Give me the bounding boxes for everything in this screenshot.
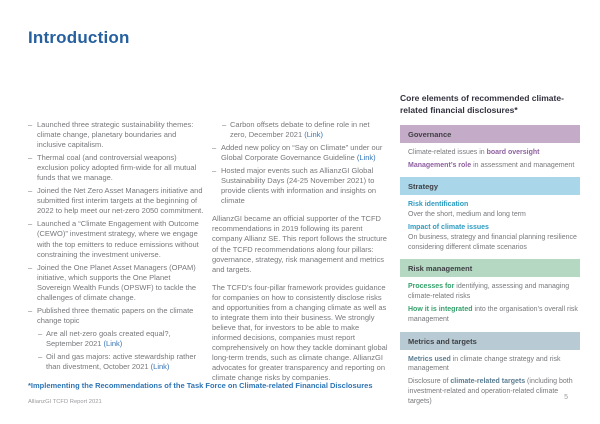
tcfd-footnote: *Implementing the Recommendations of the Task Force on Climate-related Financial Disclosures	[28, 381, 373, 390]
metrics-line: Disclosure of climate-related targets (including both investment-related and operation-related climate targets)	[408, 378, 573, 405]
bullet-text: Launched three strategic sustainability themes: climate change, planetary boundaries and inclusive capitalism.	[37, 120, 194, 150]
panel-title: Core elements of recommended climate-related financial disclosures*	[400, 93, 564, 115]
sub-list-item	[222, 120, 388, 140]
bullet-text: Are all net-zero goals created equal?, September 2021 (Link)	[46, 328, 171, 348]
bullet-text: Joined the Net Zero Asset Managers initiative and submitted first interim targets at the beginning of 2022 to help meet our net-zero 2050 commitment.	[37, 186, 204, 216]
bullet-text: Launched a “Climate Engagement with Outcome (CEWO)” investment strategy, where we engage with the top emitters to reduce emissions without constraining the investment universe.	[37, 219, 199, 259]
metrics-line: Metrics used in climate change strategy and risk management	[408, 355, 561, 373]
bullet-text: Carbon offsets debate to define role in net zero, December 2021 (Link)	[230, 120, 370, 140]
list-item	[28, 219, 204, 259]
section-header-governance: Governance	[400, 125, 580, 143]
bullet-text: Added new policy on “Say on Climate” under our Global Corporate Governance Guideline (Link)	[221, 143, 383, 163]
paper-link[interactable]: (Link)	[304, 130, 323, 140]
list-item	[28, 263, 204, 303]
list-item	[28, 186, 204, 216]
bullet-dash: –	[28, 219, 33, 229]
bullet-dash: –	[28, 186, 33, 196]
section-header-metrics-targets: Metrics and targets	[400, 332, 580, 350]
section-header-risk-management: Risk management	[400, 259, 580, 277]
list-item	[28, 306, 204, 326]
body-paragraph: AllianzGI became an official supporter of the TCFD recommendations in 2019 following its parent company Allianz SE. This report follows the structure of the TCFD recommendations along four pillars: governance, strategy, risk management and metrics and targets.	[212, 214, 387, 274]
bullet-dash: –	[28, 120, 33, 129]
middle-column	[212, 120, 388, 383]
body-paragraph: The TCFD’s four-pillar framework provides guidance for companies on how to consistently disclose risks and opportunities from a changing climate as well as to integrate them into their business. We strongly believe that, for investors to be able to make informed decisions, companies must report comprehensively on how they tackle dominant global long-term trends, such as climate change. AllianzGI advocates for greater transparency and reporting on climate change risks by companies.	[212, 282, 388, 383]
paper-link[interactable]: (Link)	[150, 362, 170, 372]
sub-list-item	[38, 329, 204, 349]
tcfd-core-elements-panel	[400, 93, 580, 410]
governance-line: Climate-related issues in board oversight	[408, 148, 540, 156]
bullet-text: Thermal coal (and controversial weapons) exclusion policy adopted firm-wide for all mutual funds that we manage.	[37, 153, 197, 183]
bullet-dash: –	[212, 166, 217, 176]
bullet-dash: –	[212, 143, 217, 153]
bullet-text: Joined the One Planet Asset Managers (OPAM) initiative, which supports the One Planet Sovereign Wealth Funds (OPSWF) to tackle the challenges of climate change.	[37, 262, 197, 302]
list-item	[212, 166, 388, 206]
left-column	[28, 120, 204, 375]
risk-line: Processes for identifying, assessing and managing climate-related risks	[408, 283, 570, 301]
page-number: 5	[564, 394, 568, 401]
strategy-item: Impact of climate issues On business, strategy and financial planning resilience considering different climate scenarios	[408, 223, 577, 251]
bullet-dash: –	[38, 351, 43, 361]
bullet-dash: –	[222, 120, 227, 129]
guideline-link[interactable]: (Link)	[356, 153, 376, 163]
page-title: Introduction	[28, 28, 130, 47]
list-item	[28, 120, 204, 150]
report-footer-label: AllianzGI TCFD Report 2021	[28, 399, 102, 405]
bullet-dash: –	[28, 153, 33, 163]
bullet-dash: –	[28, 305, 33, 315]
bullet-text: Published three thematic papers on the climate change topic	[37, 305, 194, 325]
paper-link[interactable]: (Link)	[103, 338, 123, 348]
bullet-text: Hosted major events such as AllianzGI Global Sustainability Days (24-25 November 2021) to provide clients with information and insights on climate	[221, 166, 377, 206]
sub-list-item	[38, 352, 204, 372]
list-item	[212, 143, 388, 163]
bullet-dash: –	[38, 328, 43, 338]
risk-line: How it is integrated into the organisation’s overall risk management	[408, 305, 578, 323]
list-item	[28, 153, 204, 183]
governance-line: Management’s role in assessment and management	[408, 161, 575, 169]
bullet-text: Oil and gas majors: active stewardship rather than divestment, October 2021 (Link)	[46, 351, 197, 372]
bullet-dash: –	[28, 262, 33, 272]
section-header-strategy: Strategy	[400, 177, 580, 195]
strategy-item: Risk identification Over the short, medium and long term	[408, 201, 526, 219]
